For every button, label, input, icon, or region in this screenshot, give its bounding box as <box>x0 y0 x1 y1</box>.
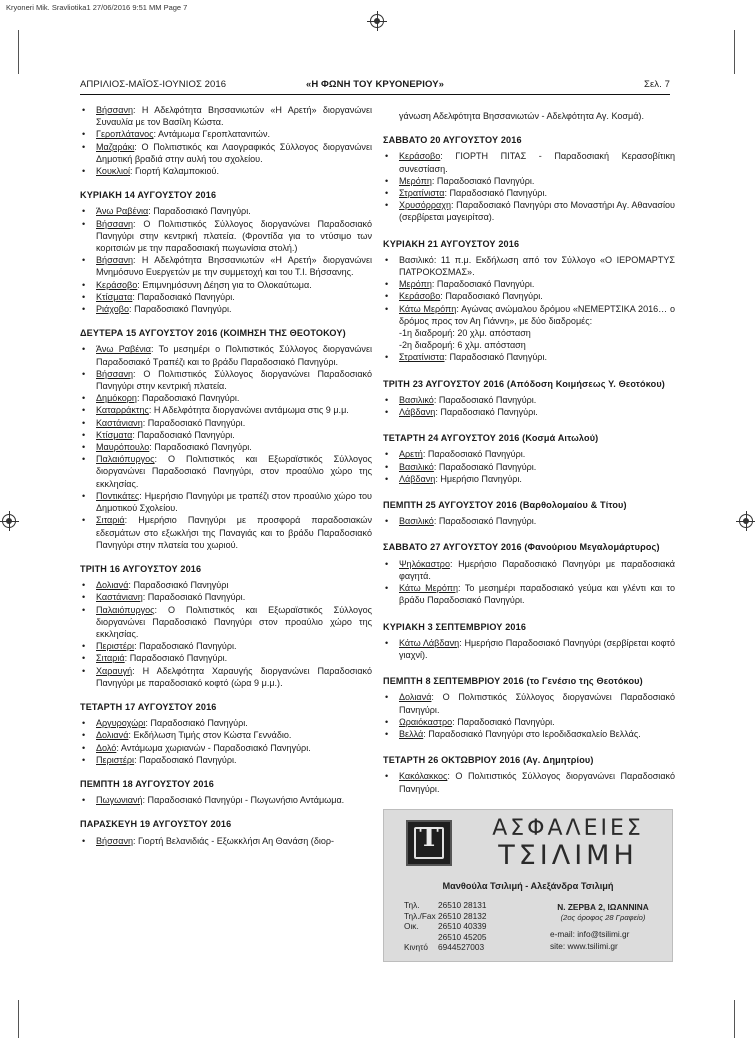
place-name: Κακόλακκος <box>399 771 448 782</box>
phone-row <box>404 911 486 922</box>
phone-row <box>404 900 486 911</box>
right-column <box>383 110 675 795</box>
event-text: : Παραδοσιακό Πανηγύρι. <box>136 393 240 404</box>
place-name: Βασιλικό <box>399 394 434 405</box>
list-item <box>80 729 372 741</box>
event-text: : Το μεσημέρι παραδοσιακό γεύμα και γλέντι και το βράδυ Παραδοσιακό Πανηγύρι. <box>399 583 675 606</box>
day-heading <box>80 778 372 790</box>
day-subtitle: (Απόδοση Κοιμήσεως Υ. Θεοτόκου) <box>504 378 665 389</box>
place-name: Μαυρόπουλο <box>96 442 150 453</box>
event-list <box>383 770 675 794</box>
day-title: ΣΑΒΒΑΤΟ 20 ΑΥΓΟΥΣΤΟΥ 2016 <box>383 135 522 146</box>
day-heading <box>80 818 372 830</box>
event-text: : Η Αδελφότητα Χαραυγής διοργανώνει Παραδοσιακό Πανηγύρι με παραδοσιακό κοφτό (ώρα 9 μ.μ.). <box>96 665 372 688</box>
event-text: : Παραδοσιακό Πανηγύρι. <box>134 641 237 652</box>
day-title: ΤΕΤΑΡΤΗ 26 ΟΚΤΩΒΡΙΟΥ 2016 <box>383 755 521 766</box>
place-name: Καστάνιανη <box>96 417 143 428</box>
place-name: Δολιανά <box>399 692 432 703</box>
print-slug: Kryoneri Mik. Sravliotika1 27/06/2016 9:51 MM Page 7 <box>6 3 188 12</box>
place-name: Γεροπλάτανος <box>96 129 154 140</box>
place-name: Σιταριά <box>96 653 125 664</box>
day-heading <box>383 432 675 444</box>
phone-label: Κινητό <box>404 942 429 953</box>
place-name: Καστάνιανη <box>96 592 143 603</box>
list-item <box>80 392 372 404</box>
place-name: Χρυσόρραχη <box>399 200 452 211</box>
phone-label: Τηλ./Fax <box>404 910 436 921</box>
place-name: Αρετή <box>399 449 423 460</box>
page-number: Σελ. 7 <box>643 79 670 90</box>
list-item <box>80 429 372 441</box>
list-item <box>80 640 372 652</box>
event-list <box>383 515 675 527</box>
place-name: Βήσσανη <box>96 368 134 379</box>
list-item <box>383 351 675 363</box>
place-name: Λάβδανη <box>399 407 436 418</box>
list-item <box>80 835 372 847</box>
list-item <box>80 742 372 754</box>
left-column <box>80 104 372 847</box>
day-title: ΔΕΥΤΕΡΑ 15 ΑΥΓΟΥΣΤΟΥ 2016 (ΚΟΙΜΗΣΗ ΤΗΣ ΘΕΟΤΟΚΟΥ) <box>80 328 346 339</box>
list-item <box>383 448 675 460</box>
place-name: Πωγωνιανή <box>96 795 143 806</box>
event-list <box>80 104 372 177</box>
event-list <box>80 835 372 847</box>
phone-number: 26510 45205 <box>438 931 487 942</box>
event-list <box>383 637 675 661</box>
place-name: Περιστέρι <box>96 641 135 652</box>
list-item <box>80 591 372 603</box>
event-text: : Παραδοσιακό Πανηγύρι. <box>431 279 535 290</box>
day-heading <box>383 754 675 766</box>
list-item <box>80 128 372 140</box>
place-name: Μερόπη <box>399 279 432 290</box>
issue-date: ΑΠΡΙΛΙΟΣ-ΜΑΪΟΣ-ΙΟΥΝΙΟΣ 2016 <box>80 79 227 90</box>
place-name: Λάβδανη <box>399 473 436 484</box>
day-subtitle: (Αγ. Δημητρίου) <box>520 755 594 766</box>
event-text: : Παραδοσιακό Πανηγύρι. <box>422 449 526 460</box>
list-item <box>80 303 372 315</box>
list-item <box>80 165 372 177</box>
list-item <box>80 254 372 278</box>
list-item <box>80 141 372 165</box>
day-heading <box>383 238 675 250</box>
day-title: ΠΕΜΠΤΗ 8 ΣΕΠΤΕΜΒΡΙΟΥ 2016 <box>383 676 524 687</box>
place-name: Κεράσοβο <box>399 291 441 302</box>
running-head <box>80 79 670 93</box>
list-item <box>383 728 675 740</box>
day-heading <box>80 563 372 575</box>
place-name: Βελλά <box>399 728 424 739</box>
place-name: Βήσσανη <box>96 218 134 229</box>
event-list <box>80 794 372 806</box>
list-item <box>383 278 675 290</box>
list-item <box>80 104 372 128</box>
list-item <box>80 794 372 806</box>
place-name: Ψηλόκαστρο <box>399 558 450 569</box>
day-heading <box>383 541 675 553</box>
day-title: ΚΥΡΙΑΚΗ 3 ΣΕΠΤΕΜΒΡΙΟΥ 2016 <box>383 621 527 632</box>
event-text: : Η Αδελφότητα Βησσανιωτών «Η Αρετή» διοργανώνει Συναυλία με τον Βασίλη Κώστα. <box>96 105 372 128</box>
event-text: : Αγώνας ανώμαλου δρόμου «ΝΕΜΕΡΤΣΙΚΑ 2016… ο δρόμος προς τον Αη Γιάννη», με δύο διαδρομές: <box>399 303 675 326</box>
list-item <box>383 327 675 339</box>
list-item <box>383 187 675 199</box>
event-list <box>383 448 675 485</box>
day-title: ΤΕΤΑΡΤΗ 24 ΑΥΓΟΥΣΤΟΥ 2016 <box>383 433 520 444</box>
event-text: : Παραδοσιακό Πανηγύρι. <box>124 653 228 664</box>
event-text: : Παραδοσιακό Πανηγύρι. <box>148 206 251 217</box>
day-title: ΠΕΜΠΤΗ 25 ΑΥΓΟΥΣΤΟΥ 2016 <box>383 500 517 511</box>
list-item <box>80 205 372 217</box>
place-name: Παλαιόπυργος <box>96 454 155 465</box>
place-name: Ποντικάτες <box>96 490 140 501</box>
day-title: ΠΕΜΠΤΗ 18 ΑΥΓΟΥΣΤΟΥ 2016 <box>80 778 214 789</box>
event-list <box>383 558 675 607</box>
phone-row <box>404 932 486 943</box>
place-name: Βήσσανη <box>96 255 134 266</box>
list-item <box>383 175 675 187</box>
crop-mark <box>18 30 19 74</box>
event-text: : Παραδοσιακό Πανηγύρι. <box>145 718 248 729</box>
event-text: : Παραδοσιακό Πανηγύρι. <box>435 407 538 418</box>
event-text: : Παραδοσιακό Πανηγύρι. <box>431 175 535 186</box>
day-title: ΚΥΡΙΑΚΗ 14 ΑΥΓΟΥΣΤΟΥ 2016 <box>80 190 217 201</box>
header-rule <box>80 94 670 95</box>
registration-mark-icon <box>739 514 753 528</box>
phone-number: 26510 40339 <box>438 921 487 932</box>
place-name: Κάτω Μερόπη <box>399 303 457 314</box>
day-subtitle: (Βαρθολομαίου & Τίτου) <box>516 500 627 511</box>
day-title: ΤΡΙΤΗ 16 ΑΥΓΟΥΣΤΟΥ 2016 <box>80 563 202 574</box>
ad-website: site: www.tsilimi.gr <box>550 940 618 951</box>
event-text: : Η Αδελφότητα Βησσανιωτών «Η Αρετή» διοργανώνει Μνημόσυνο Ευεργετών με την συμμετοχή και του Τ.Ι. Βήσσανης. <box>96 255 372 278</box>
event-text: : Ο Πολιτιστικός και Λαογραφικός Σύλλογος διοργανώνει Δημοτική βραδιά στην αυλή του σχολείου. <box>96 141 372 164</box>
list-item <box>80 514 372 551</box>
event-text: : Εκδήλωση Τιμής στον Κώστα Γεννάδιο. <box>128 730 292 741</box>
event-text: : Επιμνημόσυνη Δέηση για το Ολοκαύτωμα. <box>137 279 312 290</box>
place-name: Κτίσματα <box>96 429 133 440</box>
registration-mark-icon <box>370 14 384 28</box>
place-name: Χαραυγή <box>96 665 133 676</box>
phone-row <box>404 942 486 953</box>
list-item <box>80 279 372 291</box>
phone-number: 6944527003 <box>438 942 485 953</box>
place-name: Σιταριά <box>96 515 125 526</box>
place-name: Στρατίνιστα <box>399 188 445 199</box>
list-item <box>383 150 675 174</box>
event-text: : Παραδοσιακό Πανηγύρι. <box>149 442 252 453</box>
day-heading <box>383 675 675 687</box>
event-text: : Ο Πολιτιστικός Σύλλογος διοργανώνει Παραδοσιακό Πανηγύρι. <box>399 771 675 794</box>
event-text: : Παραδοσιακό Πανηγύρι. <box>132 291 235 302</box>
phone-number: 26510 28131 <box>438 900 487 910</box>
event-text: : Παραδοσιακό Πανηγύρι. <box>433 394 537 405</box>
event-text: : Παραδοσιακό Πανηγύρι. <box>134 754 237 765</box>
place-name: Βασιλικό <box>399 461 434 472</box>
phone-label: Οικ. <box>404 921 419 932</box>
phone-row <box>404 921 486 932</box>
event-text: : Ο Πολιτιστικός και Εξωραϊστικός Σύλλογος διοργανώνει Παραδοσιακό Πανηγύρι, στον προαύλιο χώρο της εκκλησίας. <box>96 454 372 489</box>
event-text: : Παραδοσιακό Πανηγύρι. <box>452 716 555 727</box>
event-text: : Ημερήσιο Παραδοσιακό Πανηγύρι με παραδοσιακά φαγητά. <box>399 558 675 581</box>
crop-mark <box>734 30 735 74</box>
event-text: : Ο Πολιτιστικός Σύλλογος διοργανώνει Παραδοσιακό Πανηγύρι στην κεντρική πλατεία. (Φροντίδα για το ντύσιμο των κοριτσιών με την παραδοσιακή πωγωνίσια στολή.) <box>96 218 372 254</box>
list-item <box>383 515 675 527</box>
event-text: : Ο Πολιτιστικός και Εξωραϊστικός Σύλλογος διοργανώνει Παραδοσιακό Πανηγύρι στον προαύλιο χώρο της εκκλησίας. <box>96 604 372 639</box>
ad-brand-line2: ΤΣΙΛΙΜΗ <box>498 840 638 871</box>
event-text: : Ημερήσιο Πανηγύρι. <box>435 473 522 484</box>
list-item <box>383 394 675 406</box>
list-item <box>80 665 372 689</box>
phone-label: Τηλ. <box>404 900 420 910</box>
place-name: Άνω Ραβένια <box>96 206 149 217</box>
day-heading <box>383 499 675 511</box>
place-name: Δολό <box>96 742 117 753</box>
place-name: Κτίσματα <box>96 291 133 302</box>
event-text: : Ημερήσιο Παραδοσιακό Πανηγύρι (σερβίρεται κοφτό γιαχνί). <box>399 637 675 660</box>
ad-names: Μανθούλα Τσιλιμή - Αλεξάνδρα Τσιλιμή <box>442 881 614 891</box>
day-heading <box>383 621 675 633</box>
place-name: Βασιλικό <box>399 516 434 527</box>
list-item <box>80 579 372 591</box>
event-text: : Αντάμωμα χωριανών - Παραδοσιακό Πανηγύρι. <box>116 742 311 753</box>
day-title: ΣΑΒΒΑΤΟ 27 ΑΥΓΟΥΣΤΟΥ 2016 <box>383 542 522 553</box>
place-name: Μερόπη <box>399 175 432 186</box>
event-text: : Αντάμωμα Γεροπλατανιτών. <box>153 129 271 140</box>
day-heading <box>80 701 372 713</box>
list-item <box>80 441 372 453</box>
event-text: : Γιορτή Καλαμποκιού. <box>130 166 219 177</box>
event-text: -1η διαδρομή: 20 χλμ. απόσταση <box>399 328 531 339</box>
event-text: : Παραδοσιακό Πανηγύρι. <box>142 417 246 428</box>
event-text: : Παραδοσιακό Πανηγύρι. <box>142 592 246 603</box>
continued-text: γάνωση Αδελφότητα Βησσανιωτών - Αδελφότητα Αγ. Κοσμά). <box>399 111 644 121</box>
event-text: : Παραδοσιακό Πανηγύρι - Πωγωνήσιο Αντάμωμα. <box>142 795 345 806</box>
list-item <box>80 404 372 416</box>
day-title: ΤΕΤΑΡΤΗ 17 ΑΥΓΟΥΣΤΟΥ 2016 <box>80 701 217 712</box>
day-subtitle: (Κοσμά Αιτωλού) <box>519 433 599 444</box>
ad-email: e-mail: info@tsilimi.gr <box>550 929 630 940</box>
phone-number: 26510 28132 <box>438 910 487 921</box>
place-name: Βήσσανη <box>96 835 134 846</box>
place-name: Βήσσανη <box>96 105 134 115</box>
list-item <box>383 691 675 715</box>
event-text: : Παραδοσιακό Πανηγύρι. <box>444 188 547 199</box>
event-list <box>80 205 372 315</box>
place-name: Παλαιόπυργος <box>96 604 155 615</box>
place-name: Μαζαράκι <box>96 141 135 152</box>
day-title: ΚΥΡΙΑΚΗ 21 ΑΥΓΟΥΣΤΟΥ 2016 <box>383 238 520 249</box>
event-text: : Ημερήσιο Πανηγύρι με προσφορά παραδοσιακών εδεσμάτων στο εξωκλήσι της Παναγιάς και το βράδυ Παραδοσιακό Πανηγύρι στην πλατεία του χωριού. <box>96 515 372 550</box>
day-title: ΤΡΙΤΗ 23 ΑΥΓΟΥΣΤΟΥ 2016 <box>383 378 505 389</box>
event-text: : Ο Πολιτιστικός Σύλλογος διοργανώνει Παραδοσιακό Πανηγύρι. <box>399 692 675 715</box>
ad-address-note: (2ος όροφος 28 Γραφείο) <box>560 912 646 922</box>
logo-icon: Τ <box>406 820 452 866</box>
event-text: : Παραδοσιακό Πανηγύρι στο Ιεροδιδασκαλείο Βελλάς. <box>423 728 641 739</box>
day-heading <box>80 189 372 201</box>
list-item <box>383 473 675 485</box>
event-text: : Παραδοσιακό Πανηγύρι. <box>132 429 235 440</box>
list-item <box>80 218 372 255</box>
ad-address: Ν. ΖΕΡΒΑ 2, ΙΩΑΝΝΙΝΑ <box>557 902 649 912</box>
list-item <box>80 343 372 367</box>
list-item <box>80 368 372 392</box>
event-list <box>383 150 675 223</box>
event-text: : Παραδοσιακό Πανηγύρι. <box>129 304 232 315</box>
day-subtitle: (Φανούριου Μεγαλομάρτυρος) <box>521 542 660 553</box>
event-list <box>383 394 675 418</box>
ad-phone-list <box>404 900 486 953</box>
ad-address-block <box>544 902 662 951</box>
list-item <box>80 291 372 303</box>
place-name: Κάτω Λάβδανη <box>399 637 460 648</box>
event-list <box>383 691 675 740</box>
event-text: : Παραδοσιακό Πανηγύρι. <box>433 516 537 527</box>
day-heading <box>383 134 675 146</box>
insurance-advertisement <box>383 809 673 962</box>
publication-title: «Η ΦΩΝΗ ΤΟΥ ΚΡΥΟΝΕΡΙΟΥ» <box>305 79 445 90</box>
place-name: Άνω Ραβένια <box>96 344 152 355</box>
list-item <box>80 717 372 729</box>
day-heading <box>80 327 372 339</box>
list-item <box>383 406 675 418</box>
list-item <box>383 339 675 351</box>
event-list <box>383 254 675 364</box>
list-item <box>383 303 675 327</box>
list-item <box>383 290 675 302</box>
event-text: : ΓΙΟΡΤΗ ΠΙΤΑΣ - Παραδοσιακή Κερασοβίτικη συνεστίαση. <box>399 151 675 174</box>
place-name: Κεράσοβο <box>399 151 441 162</box>
list-item <box>383 716 675 728</box>
place-name: Κεράσοβο <box>96 279 138 290</box>
place-name: Ριάχοβο <box>96 304 130 315</box>
event-text: : Παραδοσιακό Πανηγύρι. <box>444 352 547 363</box>
list-item <box>383 199 675 223</box>
list-item <box>383 558 675 582</box>
place-name: Δημόκορη <box>96 393 137 404</box>
crop-mark <box>18 1000 19 1038</box>
list-item <box>383 254 675 278</box>
place-name: Κάτω Μερόπη <box>399 583 459 594</box>
place-name: Καταρράκτης <box>96 405 149 416</box>
place-name: Περιστέρι <box>96 754 135 765</box>
list-item <box>383 770 675 794</box>
place-name: Στρατίνιστα <box>399 352 445 363</box>
event-text: : Παραδοσιακό Πανηγύρι <box>128 580 229 591</box>
list-item <box>80 604 372 641</box>
place-name: Ωραιόκαστρο <box>399 716 453 727</box>
event-list <box>80 717 372 766</box>
registration-mark-icon <box>2 514 16 528</box>
ad-brand-line1: ΑΣΦΑΛΕΙΕΣ <box>492 816 644 841</box>
list-item <box>383 461 675 473</box>
day-title: ΠΑΡΑΣΚΕΥΗ 19 ΑΥΓΟΥΣΤΟΥ 2016 <box>80 819 232 830</box>
event-text: : Το μεσημέρι ο Πολιτιστικός Σύλλογος διοργανώνει Παραδοσιακό Τραπέζι και το βράδυ Παραδοσιακό Πανηγύρι. <box>96 344 373 367</box>
place-name: Δολιανά <box>96 730 129 741</box>
place-name: Αργυροχώρι <box>96 718 146 729</box>
day-subtitle: (το Γενέσιο της Θεοτόκου) <box>523 676 643 687</box>
list-item <box>80 652 372 664</box>
event-text: : Παραδοσιακό Πανηγύρι. <box>440 291 543 302</box>
event-text: : Ημερήσιο Πανηγύρι με τραπέζι στον προαύλιο χώρο του Δημοτικού Σχολείου. <box>96 490 372 514</box>
list-item <box>80 490 372 514</box>
day-heading <box>383 378 675 390</box>
event-text: : Παραδοσιακό Πανηγύρι στο Μοναστήρι Αγ. Αθανασίου (σερβίρεται μαγειρίτσα). <box>399 200 675 223</box>
event-list <box>80 343 372 550</box>
event-text: : Η Αδελφότητα διοργανώνει αντάμωμα στις 9 μ.μ. <box>148 405 349 416</box>
list-item <box>80 417 372 429</box>
event-text: Βασιλικό: 11 π.μ. Εκδήλωση από τον Σύλλογο «Ο ΙΕΡΟΜΑΡΤΥΣ ΠΑΤΡΟΚΟΣΜΑΣ». <box>399 254 675 278</box>
event-text: : Γιορτή Βελανιδιάς - Εξωκκλήσι Αη Θανάση (διορ- <box>133 835 335 846</box>
crop-mark <box>734 1000 735 1038</box>
list-item <box>80 754 372 766</box>
event-text: -2η διαδρομή: 6 χλμ. απόσταση <box>399 340 526 351</box>
event-list <box>80 579 372 689</box>
event-text: : Ο Πολιτιστικός Σύλλογος διοργανώνει Παραδοσιακό Πανηγύρι στην κεντρική πλατεία. <box>96 368 372 392</box>
list-item <box>383 637 675 661</box>
list-item <box>383 582 675 606</box>
place-name: Κουκλιοί <box>96 166 131 177</box>
place-name: Δολιανά <box>96 580 129 591</box>
list-item <box>80 453 372 490</box>
event-text: : Παραδοσιακό Πανηγύρι. <box>433 461 537 472</box>
